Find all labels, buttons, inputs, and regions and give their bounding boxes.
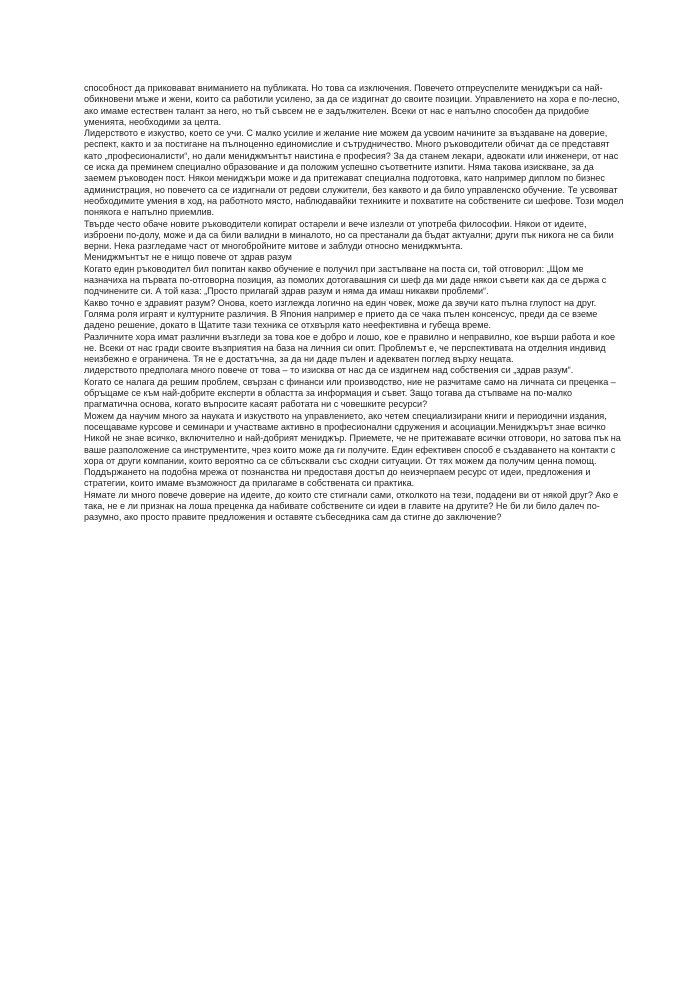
section-heading: Мениджмънтът не е нищо повече от здрав разум (84, 252, 292, 263)
paragraph: Различните хора имат различни възгледи за това кое е добро и лошо, кое е правилно и неправилно, кое върши работа и кое не. Всеки от нас гради своите възприятия на база на личния си опит. Проблемът е, че перспективата на отделния индивид неизбежно е ограничена. Тя не е достатъчна, за да ни даде пълен и адекватен поглед върху нещата. (84, 331, 616, 365)
paragraph: Твърде често обаче новите ръководители копират остарели и вече излезли от употреба философии. Някои от идеите, изброени по-долу, може и да са били валидни в миналото, но са престанали да бъдат актуални; други пък никога не са били верни. Нека разгледаме част от многобройните митове и заблуди относно мениджмънта. (84, 218, 614, 252)
paragraph: Нямате ли много повече доверие на идеите, до които сте стигнали сами, отколкото на тези, подадени ви от някой друг? Ако е така, не е ли признак на лоша преценка да набивате собствените си идеи в главите на другите? Не би ли било далеч по-разумно, ако просто правите предложения и оставяте събеседника сам да стигне до заключение? (84, 489, 619, 523)
paragraph: Лидерството е изкуство, което се учи. С малко усилие и желание ние можем да усвоим начините за въздаване на доверие, респект, както и за постигане на пълноценно единомислие и сътрудничество. Много ръководители обичат да се представят като „професионалисти“, но дали мениджмънтът наистина е професия? За да станем лекари, адвокати или инженери, от нас се иска да преминем специално образование и да положим успешно съответните изпити. Няма такова изискване, за да заемем ръководен пост. Някои мениджъри може и да притежават специална подготовка, като например диплом по бизнес администрация, но повечето са се издигнали от редови служители, без каквото и да било управленско обучение. Те усвояват необходимите умения в ход, на работното място, наблюдавайки техниките и похватите на собствените си шефове. Този модел понякога е напълно приемлив. (84, 128, 624, 218)
paragraph: Когато се налага да решим проблем, свързан с финанси или производство, ние не разчитаме само на личната си преценка – обръщаме се към най-добрите експерти в областта за информация и съвет. Защо тогава да стъпваме на по-малко прагматична основа, когато въпросите касаят работата ни с човешките ресурси? (84, 376, 616, 410)
paragraph: Никой не знае всичко, включително и най-добрият мениджър. Приемете, че не притежавате всички отговори, но затова пък на ваше разположение са инструментите, чрез които може да ги получите. Един ефективен способ е създаването на контакти с хора от други компании, които вероятно са се сблъсквали със сходни ситуации. От тях можем да получим ценна помощ. Поддържането на подобна мрежа от познанства ни предоставя достъп до неизчерпаем ресурс от идеи, предложения и стратегии, които имаме възможност да прилагаме в собствената си практика. (84, 433, 621, 489)
paragraph: способност да приковават вниманието на публиката. Но това са изключения. Повечето отпреуспелите мениджъри са най-обикновени мъже и жени, които са работили усилено, за да се издигнат до своите позиции. Управлението на хора е по-лесно, ако имаме естествен талант за него, но тъй съвсем не е задължителен. Всеки от нас е напълно способен да придобие уменията, необходими за целта. (84, 83, 620, 127)
paragraph: Когато един ръководител бил попитан какво обучение е получил при застъпване на поста си, той отговорил: „Щом ме назначиха на първата по-отговорна позиция, аз помолих дотогавашния си шеф да ми даде някои съвети как да се държа с подчинените си. А той каза: „Просто прилагай здрав разум и няма да имаш никакви проблеми“. (84, 263, 607, 297)
paragraph: лидерството предполага много повече от това – то изисква от нас да се издигнем над собствения си „здрав разум“. (84, 365, 574, 376)
paragraph: Можем да научим много за науката и изкуството на управлението, ако четем специализирани книги и периодични издания, посещаваме курсове и семинари и участваме активно в професионални сдружения и асоциации.Мениджърът знае всичко (84, 410, 607, 432)
body-text (84, 83, 624, 524)
paragraph: Какво точно е здравият разум? Онова, което изглежда логично на един човек, може да звучи като пълна глупост на друг. Голяма роля играят и културните различия. В Япония например е прието да се чака пълен консенсус, преди да се вземе дадено решение, докато в Щатите тази техника се отхвърля като неефективна и губеща време. (84, 297, 598, 331)
